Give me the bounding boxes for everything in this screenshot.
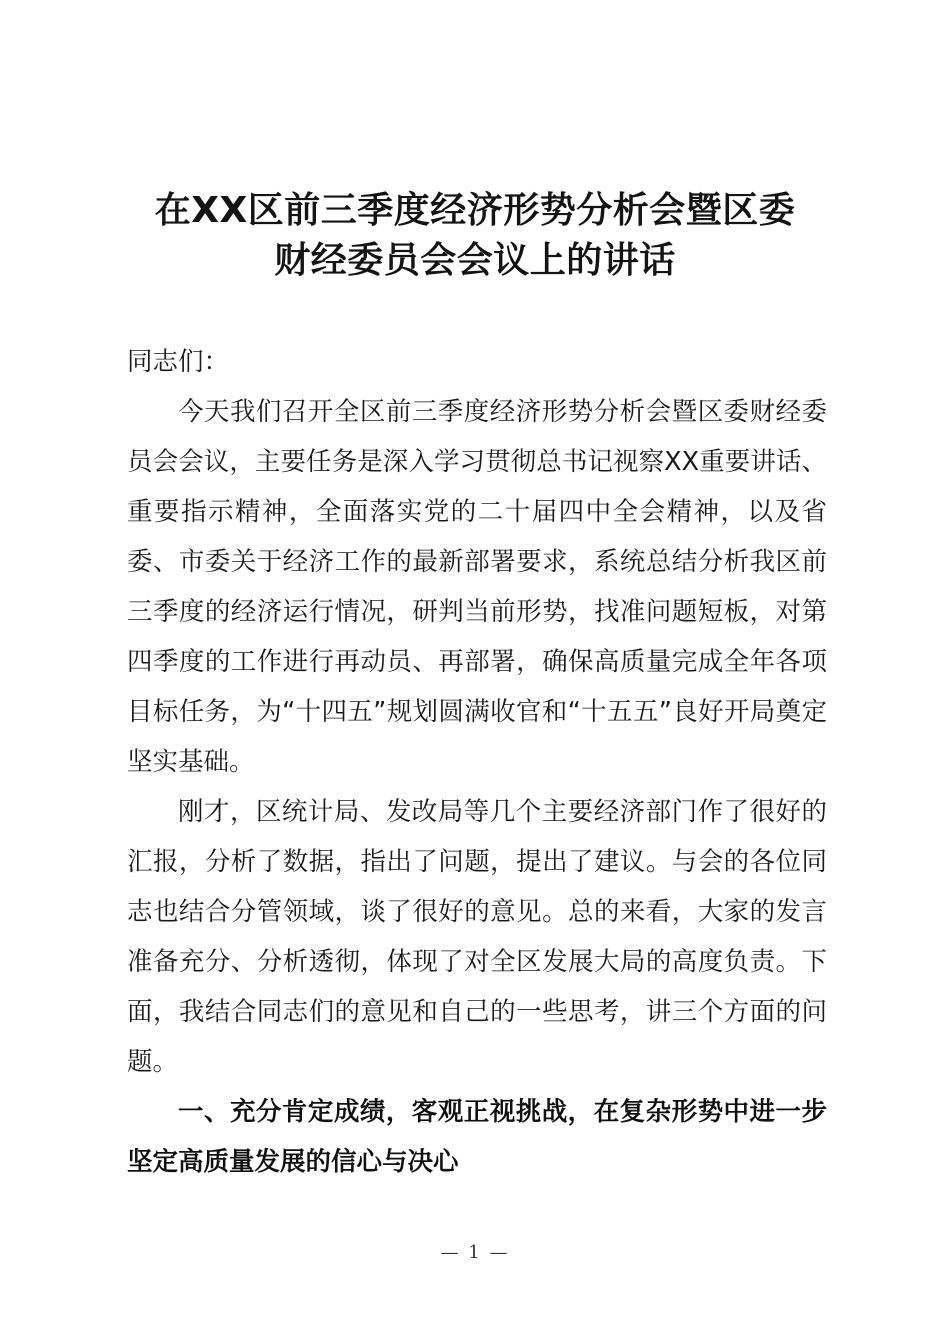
section-heading: 一、充分肯定成绩，客观正视挑战，在复杂形势中进一步坚定高质量发展的信心与决心 (127, 1097, 827, 1177)
page-number: — 1 — (440, 1242, 510, 1263)
title-line-2: 财经委员会会议上的讲话 (274, 240, 676, 281)
document-body (127, 337, 827, 1187)
title-line-1: 在XX区前三季度经济形势分析会暨区委 (154, 190, 796, 231)
paragraph-1: 今天我们召开全区前三季度经济形势分析会暨区委财经委员会会议，主要任务是深入学习贯彻总书记视察XX重要讲话、重要指示精神，全面落实党的二十届四中全会精神，以及省委、市委关于经济工作的最新部署要求，系统总结分析我区前三季度的经济运行情况，研判当前形势，找准问题短板，对第四季度的工作进行再动员、再部署，确保高质量完成全年各项目标任务，为“十四五”规划圆满收官和“十五五”良好开局奠定坚实基础。 (127, 397, 827, 777)
paragraph-2: 刚才，区统计局、发改局等几个主要经济部门作了很好的汇报，分析了数据，指出了问题，提出了建议。与会的各位同志也结合分管领域，谈了很好的意见。总的来看，大家的发言准备充分、分析透彻，体现了对全区发展大局的高度负责。下面，我结合同志们的意见和自己的一些思考，讲三个方面的问题。 (127, 797, 827, 1077)
document-title (100, 186, 850, 286)
salutation: 同志们： (127, 347, 230, 377)
